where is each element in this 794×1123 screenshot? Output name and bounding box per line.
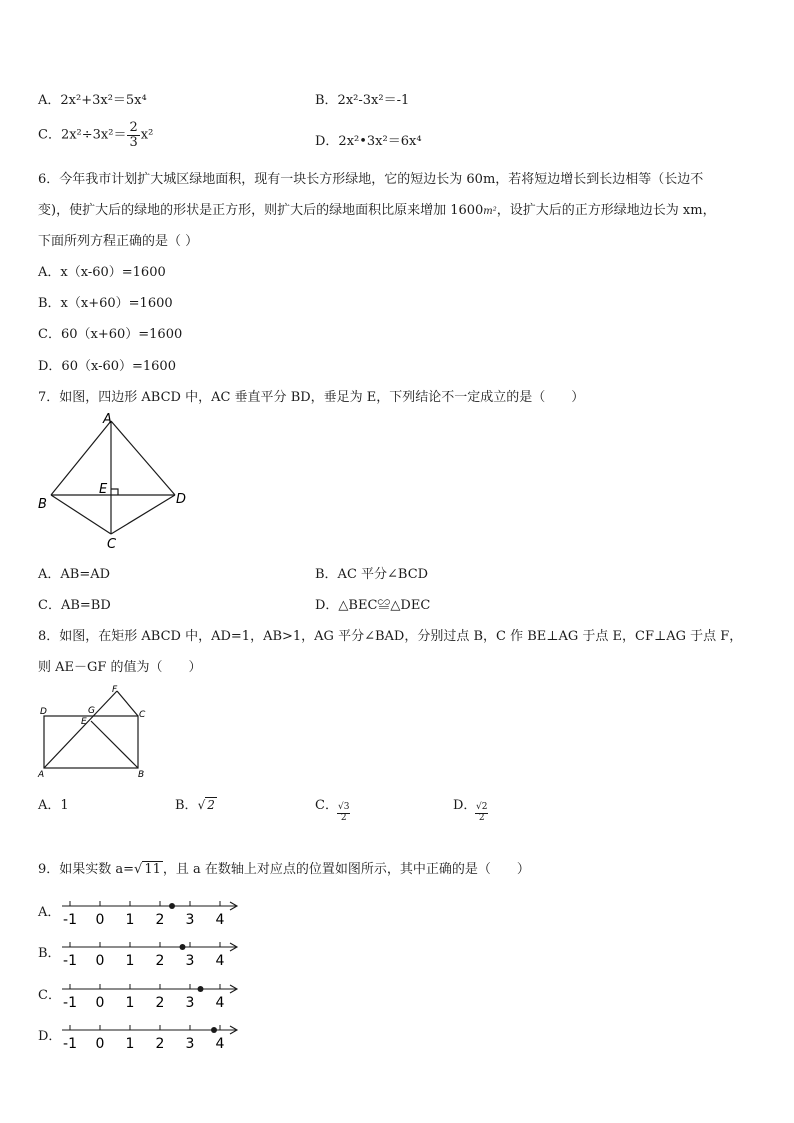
- q9-radicand: 11: [144, 862, 161, 877]
- number-line-tick-label: 4: [215, 995, 225, 1011]
- q7-segment-da: [111, 421, 175, 495]
- q5-option-b: B．2x²-3x²＝-1: [315, 93, 410, 108]
- q8-option-c-denominator: 2: [340, 812, 347, 823]
- number-line-tick-label: 3: [185, 953, 195, 969]
- q5-option-a: A．2x²+3x²＝5x⁴: [38, 93, 147, 108]
- number-line-tick-label: -1: [63, 995, 77, 1011]
- number-line-tick-label: 4: [215, 912, 225, 928]
- q7-segment-cd: [111, 495, 175, 534]
- q9-option-label: D．: [38, 1029, 62, 1044]
- q8-label-b: B: [138, 770, 145, 780]
- q8-rectangle-abcd: [44, 716, 138, 768]
- q9-option-label: A．: [38, 905, 61, 920]
- q5-fraction-denominator: 3: [129, 134, 138, 150]
- number-line-point: [169, 903, 175, 909]
- q7-label-e: E: [99, 482, 108, 497]
- q7-option-b: B．AC 平分∠BCD: [315, 567, 429, 582]
- q7-label-b: B: [38, 497, 47, 512]
- number-line-tick-label: 1: [125, 912, 135, 928]
- q9-number-line: [60, 896, 245, 930]
- q8-stem-line2: 则 AE－GF 的值为（ ）: [38, 660, 202, 675]
- q9-number-line: [60, 979, 245, 1013]
- q7-option-c: C．AB=BD: [38, 598, 111, 613]
- number-line-tick-label: 0: [95, 1036, 105, 1052]
- q7-label-d: D: [176, 492, 187, 507]
- q8-option-d: [453, 794, 476, 813]
- q6-option-c: C．60（x+60）=1600: [38, 327, 183, 342]
- q5-option-c-fraction: [127, 121, 139, 149]
- q7-option-a: A．AB=AD: [38, 567, 111, 582]
- number-line-point: [180, 944, 186, 950]
- q8-option-b: [175, 794, 217, 813]
- number-line-tick-label: 2: [155, 953, 165, 969]
- q8-option-b-prefix: B．: [175, 798, 198, 813]
- q6-option-b: B．x（x+60）=1600: [38, 296, 173, 311]
- number-line-tick-label: -1: [63, 912, 77, 928]
- q8-label-g: G: [88, 706, 95, 716]
- number-line-tick-label: -1: [63, 1036, 77, 1052]
- q6-stem-line2: [38, 199, 716, 218]
- q6-option-a: A．x（x-60）=1600: [38, 265, 166, 280]
- q8-option-c-fraction: [337, 803, 350, 824]
- q6-stem-line1: 6．今年我市计划扩大城区绿地面积，现有一块长方形绿地，它的短边长为 60m，若将短边增长到长边相等（长边不: [38, 172, 704, 187]
- q5-option-d: D．2x²•3x²＝6x⁴: [315, 134, 422, 149]
- q5-option-c-prefix: C．2x²÷3x²＝: [38, 127, 127, 143]
- q8-label-e: E: [81, 717, 87, 727]
- q8-label-a: A: [38, 770, 45, 780]
- q5-option-c: [38, 121, 153, 149]
- q8-option-b-sqrt: √ 2: [197, 798, 215, 812]
- q6-option-d: D．60（x-60）=1600: [38, 359, 176, 374]
- q7-stem: 7．如图，四边形 ABCD 中，AC 垂直平分 BD，垂足为 E，下列结论不一定成立的是（ ）: [38, 390, 585, 405]
- number-line-tick-label: 4: [215, 1036, 225, 1052]
- q8-label-f: F: [112, 685, 118, 695]
- q8-segment-af: [44, 691, 117, 768]
- q9-number-line: [60, 937, 245, 971]
- number-line-tick-label: 3: [185, 995, 195, 1011]
- number-line-tick-label: 0: [95, 953, 105, 969]
- q8-option-c-numerator: √3: [338, 802, 350, 812]
- q8-option-d-numerator: √2: [476, 802, 488, 812]
- q8-option-d-prefix: D．: [453, 798, 477, 813]
- q8-option-c-prefix: C．: [315, 798, 338, 813]
- q9-sqrt: √ 11: [134, 862, 161, 877]
- number-line-tick-label: 1: [125, 995, 135, 1011]
- q5-fraction-numerator: 2: [129, 120, 138, 135]
- q8-rectangle-figure: [34, 682, 159, 780]
- q7-right-angle-mark: [111, 489, 118, 495]
- number-line-tick-label: 3: [185, 1036, 195, 1052]
- number-line-point: [198, 986, 204, 992]
- number-line-tick-label: 2: [155, 912, 165, 928]
- q9-option-label: C．: [38, 988, 61, 1003]
- number-line-tick-label: 4: [215, 953, 225, 969]
- number-line-tick-label: 0: [95, 995, 105, 1011]
- q9-stem-a: 9．如果实数 a=: [38, 862, 135, 877]
- q8-option-a: A．1: [38, 798, 69, 813]
- number-line-point: [211, 1027, 217, 1033]
- number-line-tick-label: -1: [63, 953, 77, 969]
- q7-label-c: C: [107, 537, 117, 552]
- q9-number-line: [60, 1020, 245, 1054]
- q7-label-a: A: [103, 412, 112, 427]
- q9-option-label: B．: [38, 946, 61, 961]
- q9-stem-b: ，且 a 在数轴上对应点的位置如图所示，其中正确的是（ ）: [162, 862, 530, 877]
- q7-segment-bc: [51, 495, 111, 534]
- q6-stem-line3: 下面所列方程正确的是（ ）: [38, 234, 199, 249]
- q8-option-d-denominator: 2: [478, 812, 485, 823]
- q7-option-d: D．△BEC≌△DEC: [315, 598, 431, 613]
- number-line-tick-label: 1: [125, 953, 135, 969]
- q6-unit: m²: [483, 206, 497, 217]
- number-line-tick-label: 1: [125, 1036, 135, 1052]
- q8-option-d-fraction: [475, 803, 488, 824]
- number-line-tick-label: 2: [155, 995, 165, 1011]
- q8-option-c: [315, 794, 338, 813]
- q8-segment-be: [91, 721, 138, 768]
- number-line-tick-label: 0: [95, 912, 105, 928]
- q6-stem-line2-a: 变)，使扩大后的绿地的形状是正方形，则扩大后的绿地面积比原来增加 1600: [38, 203, 484, 218]
- q7-quadrilateral-figure: [30, 410, 200, 555]
- q8-stem-line1: 8．如图，在矩形 ABCD 中，AD=1，AB>1，AG 平分∠BAD，分别过点 B，C 作 BE⊥AG 于点 E，CF⊥AG 于点 F，: [38, 629, 743, 644]
- q5-option-c-suffix: x²: [140, 127, 154, 143]
- q8-label-c: C: [139, 710, 146, 720]
- q8-segment-cf: [117, 691, 138, 716]
- q9-stem: [38, 858, 530, 877]
- q6-stem-line2-b: ，设扩大后的正方形绿地边长为 xm，: [496, 203, 716, 218]
- q8-option-b-radicand: 2: [207, 798, 215, 812]
- q8-label-d: D: [40, 707, 47, 717]
- number-line-tick-label: 2: [155, 1036, 165, 1052]
- number-line-tick-label: 3: [185, 912, 195, 928]
